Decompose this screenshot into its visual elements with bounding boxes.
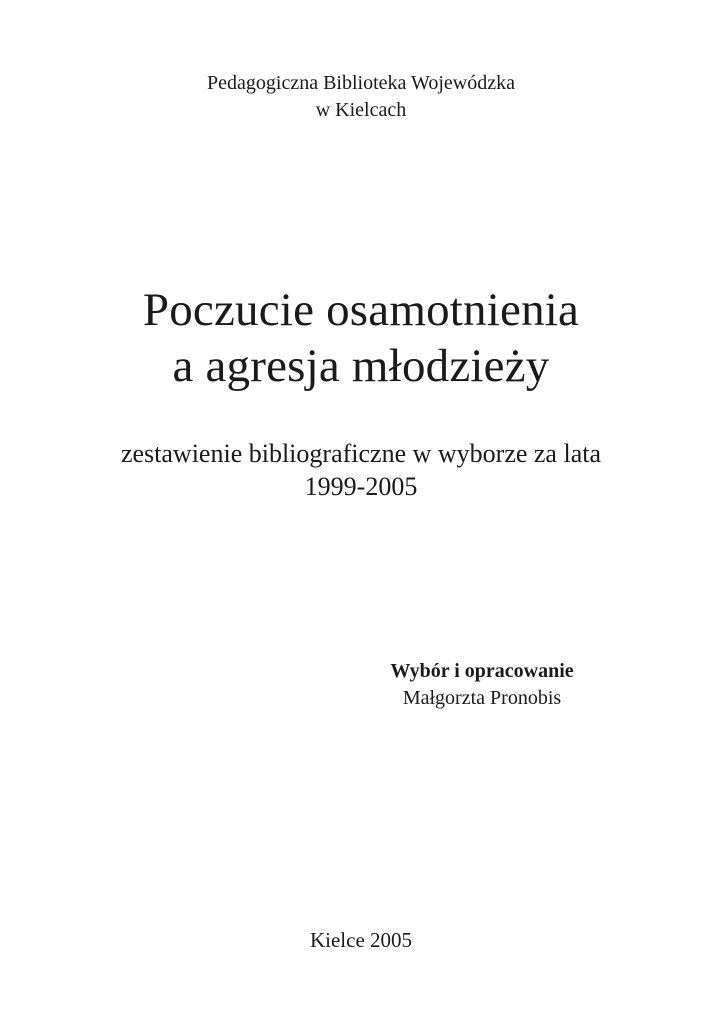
- imprint: Kielce 2005: [309, 928, 413, 952]
- institution-line-2: w Kielcach: [315, 99, 407, 121]
- subtitle-line-1: zestawienie bibliograficzne w wyborze za lata: [120, 439, 602, 468]
- subtitle-line-2: 1999-2005: [304, 472, 418, 501]
- credits-role: Wybór i opracowanie: [390, 660, 574, 682]
- document-subtitle: [0, 437, 722, 503]
- title-line-2: a agresja młodzieży: [172, 340, 550, 392]
- credits-block: [340, 658, 624, 712]
- title-line-1: Poczucie osamotnienia: [142, 284, 580, 336]
- credits-author: Małgorzta Pronobis: [402, 687, 562, 709]
- institution-name: [0, 70, 722, 124]
- institution-line-1: Pedagogiczna Biblioteka Wojewódzka: [207, 72, 515, 94]
- document-title: [0, 282, 722, 394]
